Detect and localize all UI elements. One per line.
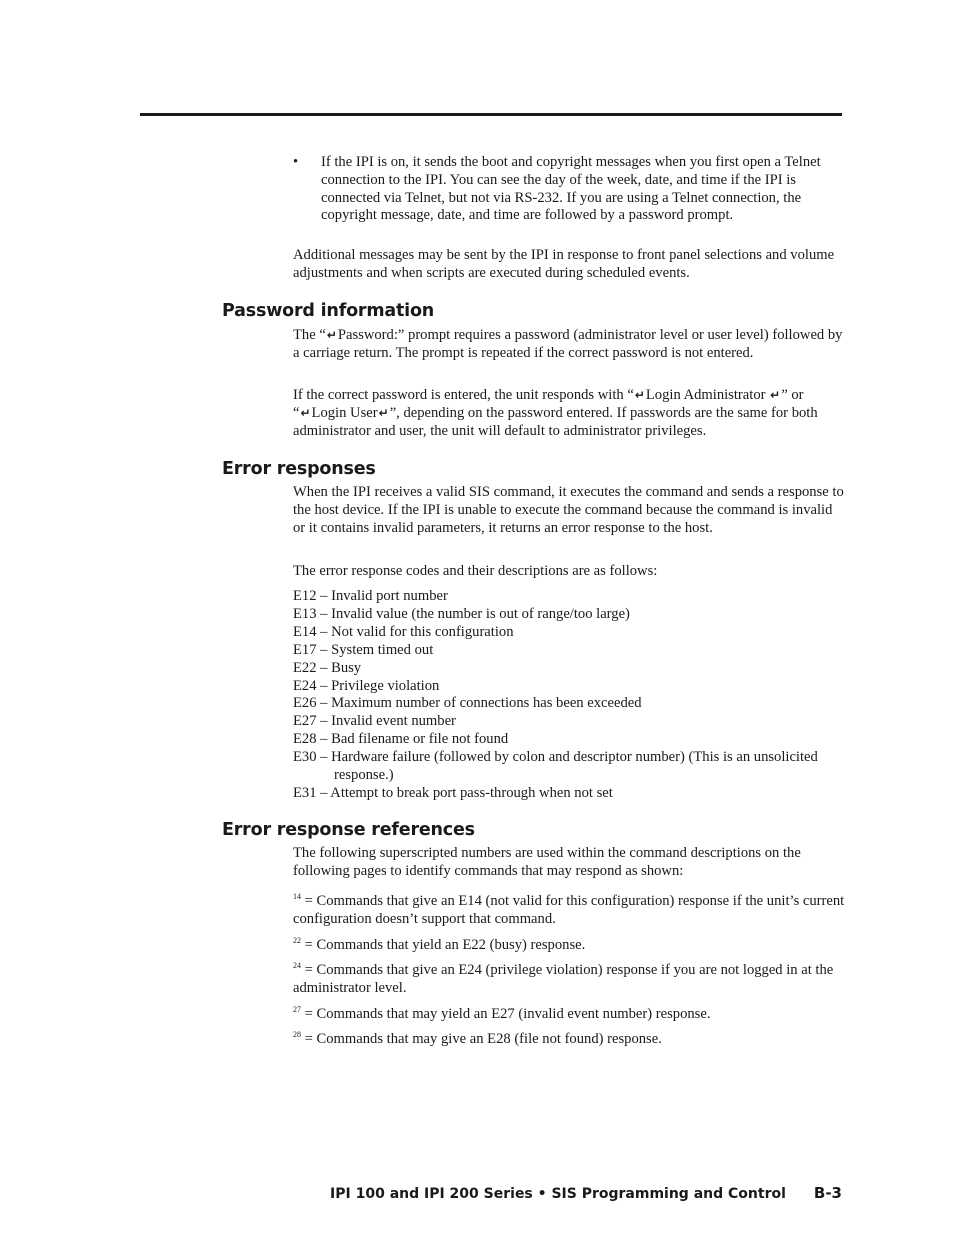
- error-code-item: E24 – Privilege violation: [293, 677, 440, 694]
- password-p2-d: Login User: [311, 404, 378, 421]
- error-paragraph-1: When the IPI receives a valid SIS command, it executes the command and sends a response to the host device. If the IPI is unable to execute the command because the command is invalid or it contains invalid parameters, it returns an error response to the host.: [293, 484, 844, 536]
- password-paragraph-1: [293, 327, 845, 363]
- page-footer: [0, 1184, 842, 1202]
- enter-icon: ↵: [634, 388, 645, 402]
- error-code-item: E14 – Not valid for this configuration: [293, 623, 514, 640]
- error-code-item: E30 – Hardware failure (followed by colon and descriptor number) (This is an unsolicited response.): [293, 749, 818, 784]
- references-heading: Error response references: [222, 820, 475, 840]
- reference-item: [293, 888, 845, 929]
- reference-number: 22: [293, 936, 301, 945]
- reference-number: 24: [293, 961, 301, 970]
- error-code-item: E13 – Invalid value (the number is out of range/too large): [293, 605, 630, 622]
- reference-item: [293, 1001, 845, 1024]
- enter-icon: ↵: [300, 405, 311, 420]
- footer-title: IPI 100 and IPI 200 Series • SIS Programming and Control: [330, 1186, 786, 1202]
- reference-text: = Commands that may give an E28 (file not found) response.: [301, 1031, 662, 1047]
- reference-item: [293, 932, 845, 955]
- error-code-item: E22 – Busy: [293, 659, 362, 676]
- password-p2-a: If the correct password is entered, the unit responds with “: [293, 387, 634, 403]
- bullet-item: [293, 154, 845, 225]
- password-p2-e: ”, depending on the password entered. If passwords are the same for both administrator and user, the unit will default to administrator privileges.: [293, 404, 818, 439]
- bullet-text: If the IPI is on, it sends the boot and copyright messages when you first open a Telnet connection to the IPI. You can see the day of the week, date, and time if the IPI is connected via Telnet, but not via RS-232. If you are using a Telnet connection, the copyright message, date, and time are followed by a password prompt.: [321, 154, 821, 224]
- references-intro: The following superscripted numbers are used within the command descriptions on the following pages to identify commands that may respond as shown:: [293, 845, 801, 879]
- error-code-item: E17 – System timed out: [293, 641, 434, 658]
- intro-paragraph: Additional messages may be sent by the IPI in response to front panel selections and volume adjustments and when scripts are executed during scheduled events.: [293, 247, 835, 281]
- header-rule: [140, 113, 842, 116]
- reference-number: 14: [293, 892, 301, 901]
- error-code-item: E27 – Invalid event number: [293, 713, 456, 730]
- reference-text: = Commands that yield an E22 (busy) response.: [301, 937, 586, 953]
- enter-icon: ↵: [378, 405, 389, 420]
- reference-number: 28: [293, 1030, 301, 1039]
- error-paragraph-2: The error response codes and their descriptions are as follows:: [293, 563, 658, 579]
- reference-text: = Commands that give an E14 (not valid for this configuration) response if the unit’s current configuration doesn’t support that command.: [293, 893, 845, 927]
- error-heading: Error responses: [222, 459, 376, 479]
- enter-icon: ↵: [770, 388, 781, 402]
- password-p2-c: ” or “: [293, 387, 804, 421]
- error-code-list: [293, 588, 845, 803]
- page-number: B-3: [813, 1184, 842, 1202]
- password-heading: Password information: [222, 301, 435, 321]
- reference-item: [293, 1026, 845, 1049]
- reference-text: = Commands that may yield an E27 (invalid event number) response.: [301, 1006, 711, 1022]
- reference-text: = Commands that give an E24 (privilege violation) response if you are not logged in at the administrator level.: [293, 962, 834, 996]
- enter-icon: ↵: [326, 328, 337, 342]
- password-paragraph-2: [293, 387, 845, 440]
- error-code-item: E31 – Attempt to break port pass-through when not set: [293, 784, 613, 801]
- bullet-symbol: •: [293, 154, 299, 170]
- password-p1-after: Password:” prompt requires a password (administrator level or user level) followed by a carriage return. The prompt is repeated if the correct password is not entered.: [293, 327, 843, 361]
- error-code-item: E26 – Maximum number of connections has been exceeded: [293, 695, 642, 712]
- reference-number: 27: [293, 1005, 301, 1014]
- password-p1-before: The “: [293, 327, 326, 343]
- password-p2-b: Login Administrator: [645, 387, 770, 403]
- reference-item: [293, 957, 845, 998]
- error-code-item: E28 – Bad filename or file not found: [293, 731, 509, 748]
- error-code-item: E12 – Invalid port number: [293, 588, 448, 604]
